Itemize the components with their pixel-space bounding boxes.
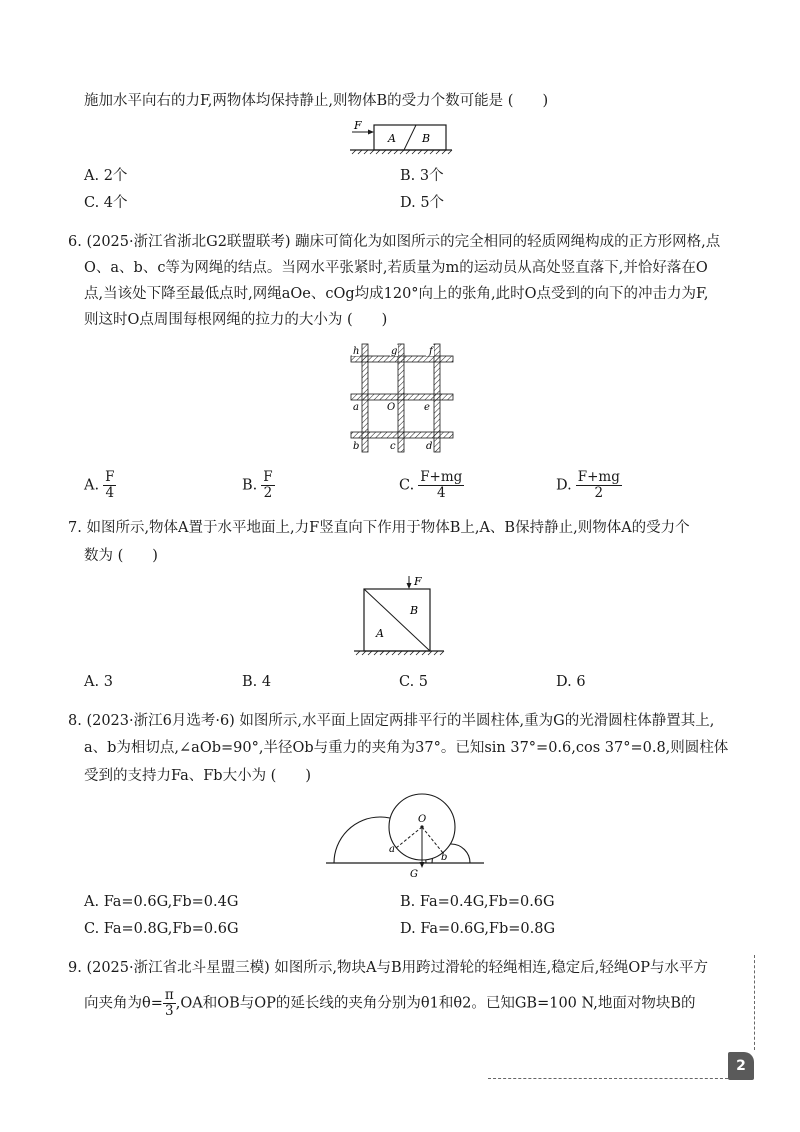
q5-fig-label-F: F <box>354 120 362 132</box>
q6-option-a-num: F <box>105 469 115 485</box>
q8-fig-label-b: b <box>441 852 448 863</box>
q6-option-b-num: F <box>263 469 273 485</box>
q7-option-a[interactable]: A. 3 <box>84 674 113 690</box>
q6-option-c-num: F+mg <box>420 469 463 485</box>
q9-line-2-suffix: ,OA和OB与OP的延长线的夹角分别为θ1和θ2。已知GB=100 N,地面对物块B的 <box>175 995 696 1012</box>
q6-option-c[interactable] <box>399 470 464 501</box>
q6-fig-label-e: e <box>424 402 430 413</box>
q7-option-b[interactable]: B. 4 <box>242 674 272 690</box>
q7-fig-label-F: F <box>414 575 422 588</box>
q7-line-2: 数为 ( ) <box>84 548 158 564</box>
page-border-horizontal <box>488 1078 728 1079</box>
q6-option-b-den: 2 <box>263 485 273 501</box>
q5-option-a[interactable]: A. 2个 <box>84 168 128 184</box>
q6-option-a[interactable] <box>84 470 116 501</box>
page-border-vertical <box>754 955 755 1050</box>
q6-option-a-label: A. <box>84 477 100 494</box>
q9-theta-fraction <box>163 988 176 1019</box>
q5-text: 施加水平向右的力F,两物体均保持静止,则物体B的受力个数可能是 ( ) <box>84 93 549 109</box>
q6-line-4: 则这时O点周围每根网绳的拉力的大小为 ( ) <box>84 312 388 328</box>
q6-option-c-label: C. <box>399 477 415 494</box>
q6-fig-label-c: c <box>390 441 396 452</box>
q6-option-d-den: 2 <box>594 485 604 501</box>
q6-line-1: 6. (2025·浙江省浙北G2联盟联考) 蹦床可简化为如图所示的完全相同的轻质网绳构成的正方形网格,点 <box>68 234 721 250</box>
q9-theta-num: π <box>164 987 174 1003</box>
q6-fig-label-a: a <box>353 402 359 413</box>
q5-fig-label-A: A <box>388 132 396 145</box>
q6-grid-figure <box>343 340 458 458</box>
q6-option-d-fraction <box>576 470 622 501</box>
q6-fig-label-g: g <box>391 346 398 357</box>
q8-option-a[interactable]: A. Fa=0.6G,Fb=0.4G <box>84 894 239 910</box>
q6-fig-label-h: h <box>353 346 360 357</box>
q6-option-c-den: 4 <box>436 485 446 501</box>
q8-option-b[interactable]: B. Fa=0.4G,Fb=0.6G <box>400 894 555 910</box>
q8-fig-label-G: G <box>410 869 418 880</box>
q8-line-2: a、b为相切点,∠aOb=90°,半径Ob与重力的夹角为37°。已知sin 37°=0.6,cos 37°=0.8,则圆柱体 <box>84 740 729 756</box>
q6-fig-label-d: d <box>426 441 433 452</box>
q6-fig-label-O: O <box>387 402 396 413</box>
q9-line-2-prefix: 向夹角为θ= <box>84 995 163 1012</box>
q8-line-3: 受到的支持力Fa、Fb大小为 ( ) <box>84 768 311 784</box>
q5-option-c[interactable]: C. 4个 <box>84 195 128 211</box>
q8-option-d[interactable]: D. Fa=0.6G,Fb=0.8G <box>400 921 556 937</box>
q6-option-d[interactable] <box>556 470 622 501</box>
q5-fig-label-B: B <box>422 132 431 145</box>
q6-option-a-den: 4 <box>105 485 115 501</box>
q8-option-c[interactable]: C. Fa=0.8G,Fb=0.6G <box>84 921 239 937</box>
page-number: 2 <box>728 1052 754 1080</box>
q7-fig-label-B: B <box>410 604 419 617</box>
q9-theta-den: 3 <box>165 1003 174 1019</box>
q6-fig-label-b: b <box>353 441 360 452</box>
q7-option-d[interactable]: D. 6 <box>556 674 586 690</box>
q7-fig-label-A: A <box>376 627 384 640</box>
q5-option-b[interactable]: B. 3个 <box>400 168 444 184</box>
q8-fig-label-O: O <box>418 814 427 825</box>
q7-line-1: 7. 如图所示,物体A置于水平地面上,力F竖直向下作用于物体B上,A、B保持静止,则物体A的受力个 <box>68 520 690 536</box>
q9-line-1: 9. (2025·浙江省北斗星盟三模) 如图所示,物块A与B用跨过滑轮的轻绳相连,稳定后,轻绳OP与水平方 <box>68 960 708 976</box>
q6-option-d-label: D. <box>556 477 572 494</box>
q6-line-2: O、a、b、c等为网绳的结点。当网水平张紧时,若质量为m的运动员从高处竖直落下,并恰好落在O <box>84 260 708 276</box>
q6-option-b[interactable] <box>242 470 275 501</box>
q6-option-a-fraction <box>103 470 116 501</box>
q6-line-3: 点,当该处下降至最低点时,网绳aOe、cOg均成120°向上的张角,此时O点受到的向下的冲击力为F, <box>84 286 709 302</box>
q8-figure <box>322 790 488 882</box>
q7-option-c[interactable]: C. 5 <box>399 674 429 690</box>
q6-option-c-fraction <box>418 470 464 501</box>
q5-figure <box>346 120 456 156</box>
q9-line-2 <box>84 988 696 1019</box>
q6-fig-label-f: f <box>429 346 433 357</box>
q8-fig-label-a: a <box>389 844 395 855</box>
q8-line-1: 8. (2023·浙江6月选考·6) 如图所示,水平面上固定两排平行的半圆柱体,重为G的光滑圆柱体静置其上, <box>68 713 715 729</box>
q6-option-d-num: F+mg <box>577 469 620 485</box>
q6-option-b-label: B. <box>242 477 258 494</box>
q7-figure <box>350 574 450 660</box>
q5-option-d[interactable]: D. 5个 <box>400 195 445 211</box>
q6-option-b-fraction <box>261 470 274 501</box>
